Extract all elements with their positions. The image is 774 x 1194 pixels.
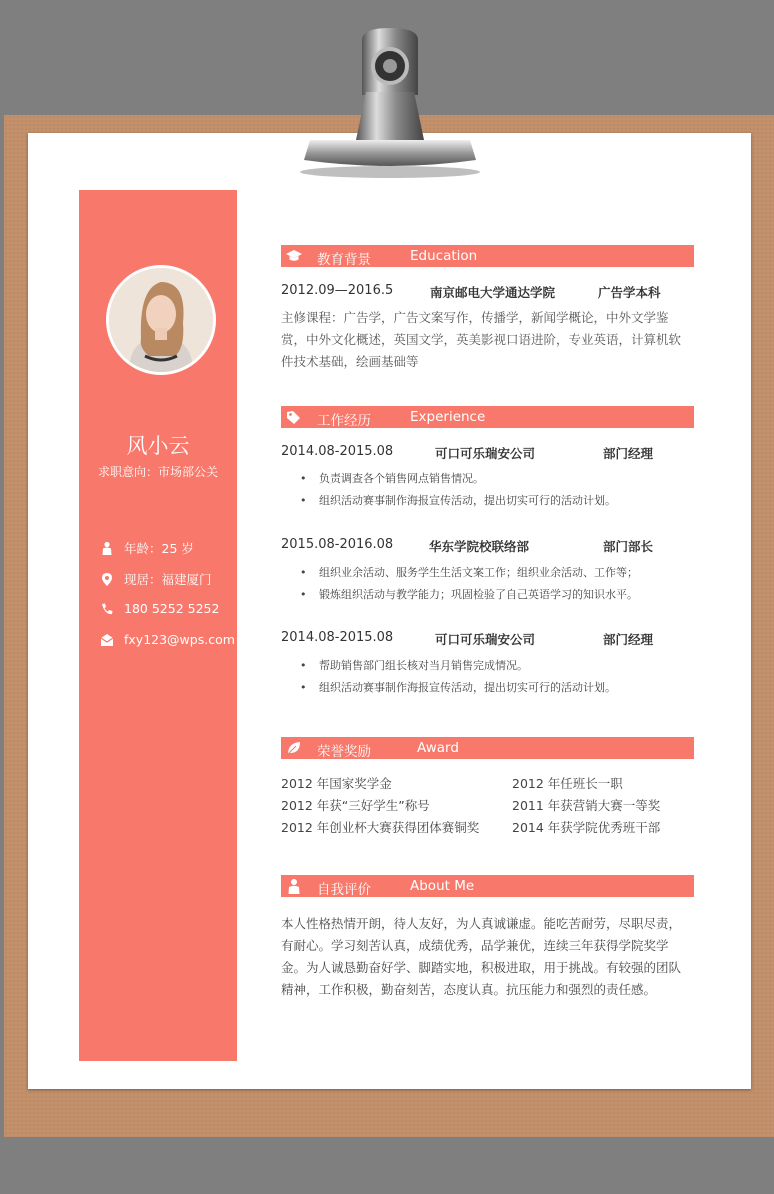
experience-header [281, 406, 694, 428]
age-text: 年龄：25 岁 [124, 541, 194, 556]
job-intent: 求职意向：市场部公关 [97, 465, 218, 479]
location-text: 现居：福建厦门 [124, 572, 212, 587]
education-row [281, 283, 694, 303]
mail-icon [100, 633, 114, 647]
job-role: 部门经理 [603, 446, 654, 461]
phone-icon [100, 602, 114, 616]
award-item: 2012 年创业杯大赛获得团体赛铜奖 [281, 820, 480, 835]
award-title-en: Award [417, 740, 459, 756]
profile-photo [106, 265, 216, 375]
profile-name: 风小云 [126, 434, 190, 458]
email-info [100, 632, 235, 647]
job-company: 华东学院校联络部 [429, 539, 530, 554]
job-period: 2014.08-2015.08 [281, 444, 394, 459]
education-courses: 主修课程：广告学，广告文案写作，传播学，新闻学概论，中外文学鉴赏，中外文化概述，英国文学，英美影视口语进阶，专业英语，计算机软件技术基础，绘画基础等 [281, 310, 682, 369]
about-title-cn: 自我评价 [317, 882, 371, 898]
duty-item: • 组织业余活动、服务学生生活文案工作；组织业余活动、工作等； [300, 562, 694, 584]
job-row [281, 444, 694, 464]
education-degree: 广告学本科 [598, 285, 661, 300]
education-title-en: Education [410, 248, 478, 264]
award-header [281, 737, 694, 759]
person-icon [100, 541, 114, 555]
education-period: 2012.09—2016.5 [281, 283, 394, 298]
job-row [281, 630, 694, 650]
job-duties [300, 562, 694, 606]
duty-item: • 帮助销售部门组长核对当月销售完成情况。 [300, 655, 694, 677]
award-item: 2011 年获营销大赛一等奖 [512, 798, 661, 813]
award-item: 2012 年获“三好学生”称号 [281, 798, 430, 813]
about-header [281, 875, 694, 897]
job-role: 部门部长 [603, 539, 654, 554]
age-info [100, 539, 194, 557]
email-text: fxy123@wps.com [124, 632, 235, 647]
education-title-cn: 教育背景 [317, 252, 371, 268]
about-title-en: About Me [410, 878, 475, 894]
award-item: 2014 年获学院优秀班干部 [512, 820, 661, 835]
job-row [281, 537, 694, 557]
phone-text: 180 5252 5252 [124, 601, 220, 616]
award-item: 2012 年国家奖学金 [281, 776, 392, 791]
duty-item: • 锻炼组织活动与教学能力；巩固检验了自己英语学习的知识水平。 [300, 584, 694, 606]
job-role: 部门经理 [603, 632, 654, 647]
duty-item: • 组织活动赛事制作海报宣传活动，提出切实可行的活动计划。 [300, 677, 694, 699]
job-period: 2015.08-2016.08 [281, 537, 394, 552]
location-info [100, 570, 212, 588]
job-duties [300, 655, 694, 699]
job-period: 2014.08-2015.08 [281, 630, 394, 645]
about-text: 本人性格热情开朗，待人友好，为人真诚谦虚。能吃苦耐劳，尽职尽责，有耐心。学习刻苦认真，成绩优秀，品学兼优，连续三年获得学院奖学金。为人诚恳勤奋好学、脚踏实地，积极进取，用于挑战。有较强的团队精神，工作积极，勤奋刻苦，态度认真。抗压能力和强烈的责任感。 [281, 916, 682, 997]
experience-title-en: Experience [410, 409, 486, 425]
leaf-icon [286, 740, 302, 756]
job-duties [300, 468, 694, 512]
location-pin-icon [100, 572, 114, 586]
experience-title-cn: 工作经历 [317, 413, 371, 429]
duty-item: • 负责调查各个销售网点销售情况。 [300, 468, 694, 490]
duty-item: • 组织活动赛事制作海报宣传活动，提出切实可行的活动计划。 [300, 490, 694, 512]
award-item: 2012 年任班长一职 [512, 776, 623, 791]
job-company: 可口可乐瑞安公司 [435, 446, 536, 461]
graduation-cap-icon [286, 248, 302, 264]
person-icon [286, 878, 302, 894]
job-company: 可口可乐瑞安公司 [435, 632, 536, 647]
education-school: 南京邮电大学通达学院 [430, 285, 556, 300]
tag-icon [286, 409, 302, 425]
award-title-cn: 荣誉奖励 [317, 744, 371, 760]
phone-info [100, 601, 219, 616]
education-header [281, 245, 694, 267]
